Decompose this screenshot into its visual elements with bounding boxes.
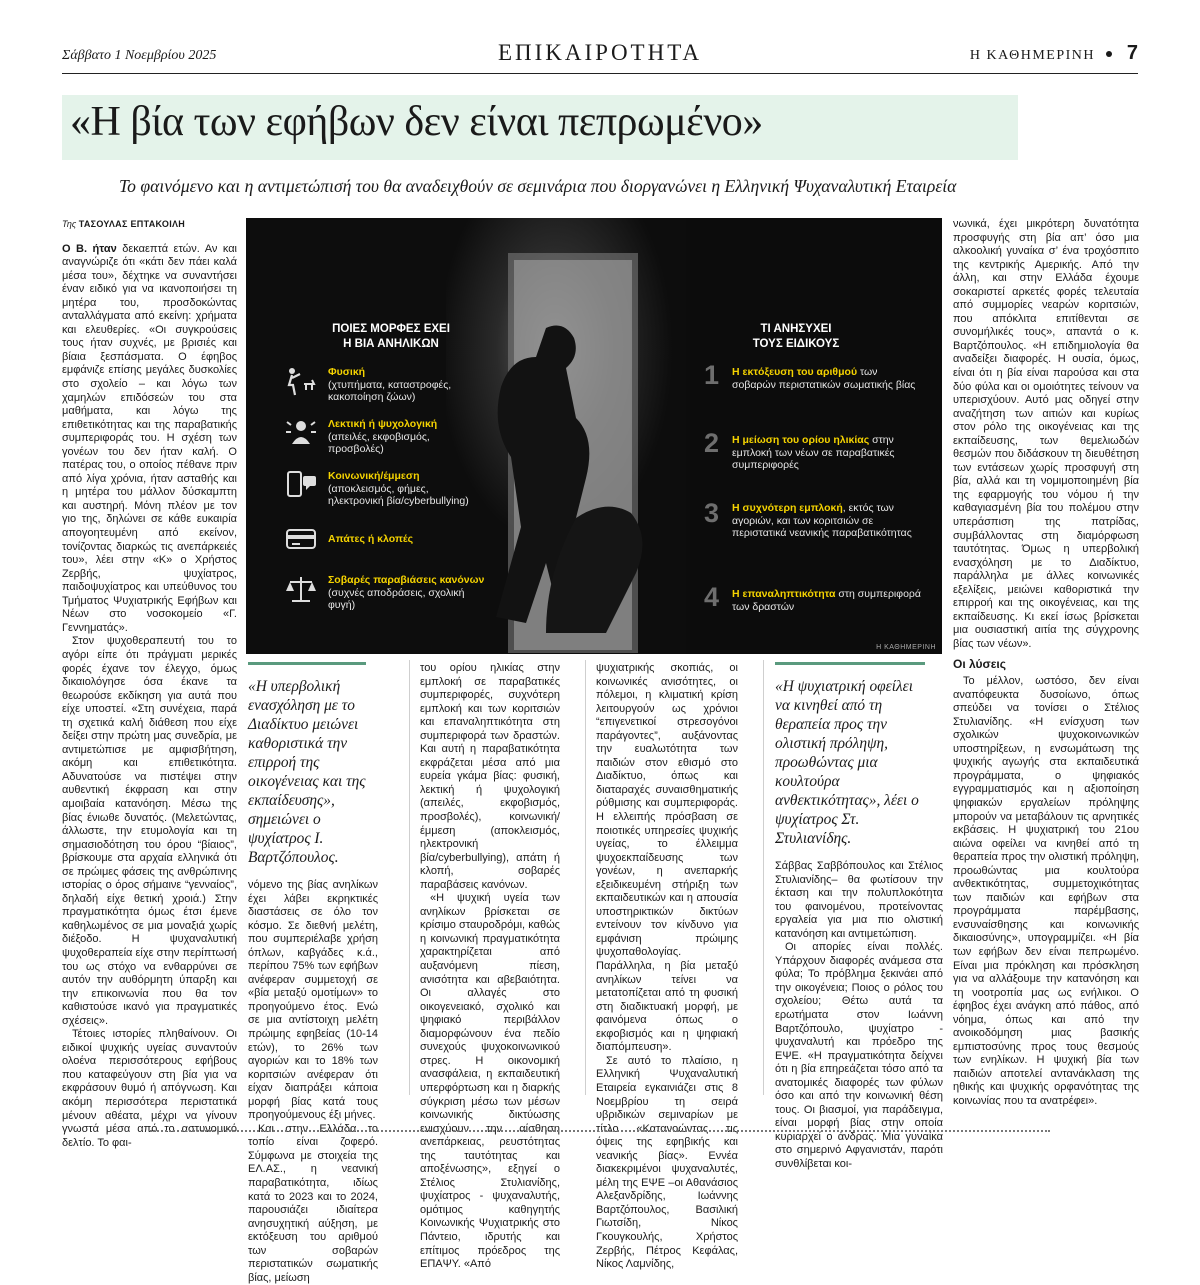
article-paragraph: Σε αυτό το πλαίσιο, η Ελληνική Ψυχαναλυτική Εταιρεία εγκαινιάζει στις 8 Νοεμβρίου τη σειρά υβριδικών σεμιναρίων με τίτλο «Κατανοώντας τις όψεις της εφηβικής και νεανικής βίας». Εννέα διακεκριμένοι ψυχαναλυτές, μέλη της ΕΨΕ –οι Αθανάσιος Αλεξανδρίδης, Ιωάννης Βαρτζόπουλος, Βασιλική Γιωτσίδη, Νίκος Γκουγκουλής, Χρήστος Ζερβής, Πέτρος Κεφάλας, Νίκος Λαμνίδης, bbox=[596, 1054, 738, 1271]
concern-item: Η εκτόξευση του αριθμού των σοβαρών περιστατικών σωματικής βίας bbox=[732, 366, 916, 391]
article-column-6 bbox=[953, 218, 1139, 1107]
header-bullet bbox=[1106, 51, 1112, 57]
concerns-title: ΤΙ ΑΝΗΣΥΧΕΙ ΤΟΥΣ ΕΙΔΙΚΟΥΣ bbox=[752, 323, 840, 350]
page-footer-rule bbox=[150, 1130, 1050, 1132]
pull-quote: «Η ψυχιατρική οφείλει να κινηθεί από τη θεραπεία προς την ολιστική πρόληψη, προωθώντας μια κουλτούρα ανθεκτικότητας», λέει ο ψυχίατρος Στ. Στυλιανίδης. bbox=[775, 662, 925, 848]
article-column-2 bbox=[248, 662, 378, 1284]
form-item: Κοινωνική/έμμεση (αποκλεισμός, φήμες, ηλεκτρονική βία/cyberbullying) bbox=[328, 470, 469, 507]
cyberbullying-icon bbox=[284, 470, 318, 500]
form-item: Λεκτική ή ψυχολογική (απειλές, εκφοβισμός, προσβολές) bbox=[328, 418, 438, 455]
concern-number: 2 bbox=[704, 428, 720, 458]
article-paragraph: νωνικά, έχει μικρότερη δυνατότητα προσφυγής στη βία απ’ όσο μια αλκοολική γυναίκα σ’ ένα τροχόσπιτο της κεντρικής Αμερικής. Από την άλλη, και στην Ελλάδα έχουμε σοκαριστεί αρκετές φορές τελευταία από συμμορίες νεαρών κοριτσιών, που απόκλιτα επιτίθενται σε συνομήλικές τους», απαντά ο κ. Βαρτζόπουλος. «Η επιδημιολογία θα αναδείξει διαφορές. Η ουσία, όμως, είναι ότι η βία είναι παρούσα και στα δύο φύλα και οι ομοιότητες τείνουν να υπερισχύουν. Αυτό μας οδηγεί στην αναζήτηση των αιτιών και κυρίως στον ρόλο της οικογένειας και της εκπαίδευσης, των θεμελιωδών θεσμών που διδάσκουν τη διευθέτηση των εντάσεων χωρίς προσφυγή στη βία, αλλά και τη νομιμοποιημένη βία της εφαρμογής του νόμου ή την καθαγιασμένη βία του πολέμου στην υπεράσπιση της πατρίδας, συμβάλλοντας στη διαμόρφωση ταυτότητας. Όμως η υπερβολική ενασχόληση με το Διαδίκτυο, παράλληλα με άλλες κοινωνικές εξελίξεις, μειώνει καθοριστικά την επιρροή και της οικογένειας, και της εκπαίδευσης. Κι εκεί ίσως βρίσκεται μια ουσιαστική αιτία της σύγχρονης βίας των νέων». bbox=[953, 218, 1139, 650]
forms-title: ΠΟΙΕΣ ΜΟΡΦΕΣ ΕΧΕΙ Η ΒΙΑ ΑΝΗΛΙΚΩΝ bbox=[332, 323, 450, 350]
byline-author: ΤΑΣΟΥΛΑΣ ΕΠΤΑΚΟΙΛΗ bbox=[78, 219, 186, 229]
column-divider bbox=[409, 660, 410, 1095]
verbal-abuse-icon bbox=[284, 418, 318, 448]
section-title: ΕΠΙΚΑΙΡΟΤΗΤΑ bbox=[497, 40, 703, 65]
concern-item: Η συχνότερη εμπλοκή, εκτός των αγοριών, και των κοριτσιών σε περιστατικά νεανικής παραβατικότητας bbox=[732, 502, 912, 539]
article-paragraph: Σάββας Σαββόπουλος και Στέλιος Στυλιανίδης– θα φωτίσουν την έκταση και την πολυπλοκότητα του φαινομένου, προτείνοντας εργαλεία για μια πιο ολιστική κατανόηση και αντιμετώπιση. bbox=[775, 860, 943, 940]
article-headline: «Η βία των εφήβων δεν είναι πεπρωμένο» bbox=[70, 99, 763, 145]
form-item: Φυσική (χτυπήματα, καταστροφές, κακοποίηση ζώων) bbox=[328, 366, 452, 403]
concern-number: 3 bbox=[704, 498, 720, 528]
concern-item: Η επαναληπτικότητα στη συμπεριφορά των δραστών bbox=[732, 588, 921, 613]
form-item: Απάτες ή κλοπές bbox=[328, 533, 414, 545]
header-rule bbox=[62, 73, 1138, 74]
article-subtitle: Το φαινόμενο και η αντιμετώπισή του θα αναδειχθούν σε σεμινάρια που διοργανώνει η Ελληνική Ψυχαναλυτική Εταιρεία bbox=[119, 176, 957, 196]
article-paragraph: Στον ψυχοθεραπευτή του το αγόρι είπε ότι πράγματι μερικές φορές έχανε τον έλεγχο, όμως δικαιολόγησε όσα έκανε τα θεωρούσε εκδίκηση για αυτά που είχε υποστεί. «Στη συνέχεια, παρά τη σχετικά καλή διάθεση που είχε δείξει στην πρώτη μας συνεδρία, με αντιμετώπισε με αμφισβήτηση, ακόμη και επιθετικότητα. Αδυνατούσε να πιστέψει στην αυθεντική έκφραση και στην αμοιβαία κατανόηση. Μέσω της βίας ένιωθε δυνατός. (Μελετώντας, άλλωστε, την ετυμολογία και τη σημασιοδότηση του όρου “βίαιος”, βρίσκουμε στα αρχαία ελληνικά ότι σε πρώιμες φάσεις της ανθρώπινης ιστορίας ο όρος σήμαινε “γενναίος”, δηλαδή είχε θετική χροιά.) Στην πραγματικότητα όμως έτσι έμενε καθηλωμένος σε μια μοναξιά χωρίς διέξοδο. Η ψυχαναλυτική ψυχοθεραπεία είχε στην περίπτωσή του ως στόχο να ενθαρρύνει σε αυτόν την αυθόρμητη ύπαρξη και την επικοινωνία που θα τον καθιστούσε ικανό για πραγματικές σχέσεις». bbox=[62, 635, 237, 1027]
concern-number: 1 bbox=[704, 360, 720, 390]
article-column-3 bbox=[420, 662, 560, 1271]
article-paragraph: Το μέλλον, ωστόσο, δεν είναι αναπόφευκτα δυσοίωνο, όπως σπεύδει να τονίσει ο Στέλιος Στυλιανίδης. «Η ενίσχυση των σχολικών ψυχοκοινωνικών υποστηρίξεων, η ενσωμάτωση της ψυχικής αγωγής στα εκπαιδευτικά προγράμματα, ο ψηφιακός εγγραμματισμός και η αξιοποίηση ψηφιακών εργαλείων πρόληψης μπορούν να μεταβάλουν τις αρνητικές εκβάσεις. Η ψυχιατρική του 21ου αιώνα οφείλει να κινηθεί από τη θεραπεία προς την ολιστική πρόληψη, προωθώντας μια κουλτούρα ανθεκτικότητας, συμμετοχικότητας των παιδιών και εφήβων στα προγράμματα παρέμβασης, ενσυναίσθησης και κοινωνικής δικαιοσύνης», υπογραμμίζει. «Η βία των εφήβων δεν είναι πεπρωμένο. Είναι μια πρόκληση και πρόσκληση για να αλλάξουμε την κατανόηση και τη νοοτροπία μας ως ενήλικοι. Ο έφηβος έχει ανάγκη από πάθος, από νόημα, όπως και από την ανοικοδόμηση μιας βασικής εμπιστοσύνης προς τους θεσμούς των ενηλίκων. Η ψυχική βία των παιδιών αποτελεί αντανάκλαση της ηθικής και ψυχικής ορφανότητας της κοινωνίας που τα ανατρέφει». bbox=[953, 675, 1139, 1107]
article-paragraph: Και στην Ελλάδα το τοπίο είναι ζοφερό. Σύμφωνα με στοιχεία της ΕΛ.ΑΣ., η νεανική παραβατικότητα, ιδίως κατά το 2023 και το 2024, παρουσιάζει ιδιαίτερα ανησυχητική αύξηση, με εκτόξευση του αριθμού των σοβαρών περιστατικών σωματικής βίας, μείωση bbox=[248, 1122, 378, 1284]
concern-item: Η μείωση του ορίου ηλικίας στην εμπλοκή των νέων σε παραβατικές συμπεριφορές bbox=[732, 434, 895, 471]
form-item: Σοβαρές παραβιάσεις κανόνων (συχνές αποδράσεις, σχολική φυγή) bbox=[328, 574, 485, 611]
subheading: Οι λύσεις bbox=[953, 656, 1006, 671]
newspaper-name: Η ΚΑΘΗΜΕΡΙΝΗ bbox=[969, 48, 1095, 63]
article-paragraph: Οι απορίες είναι πολλές. Υπάρχουν διαφορές ανάμεσα στα φύλα; Το πρόβλημα ξεκινάει από την οικογένεια; Ποιος ο ρόλος του σχολείου; Θέτω αυτά τα ερωτήματα στον Ιωάννη Βαρτζόπουλο, ψυχίατρο - ψυχαναλυτή και πρόεδρο της ΕΨΕ. «Η πραγματικότητα δείχνει ότι η βία επηρεάζεται τόσο από τα ανατομικές διαφορές των φύλων όσο και από την κοινωνική θέση τους. Οι βιασμοί, για παράδειγμα, είναι μορφή βίας στην οποία κυριαρχεί ο άνδρας. Μια γυναίκα στο σημερινό Αφγανιστάν, παρότι συνθλίβεται κοι- bbox=[775, 941, 943, 1171]
article-paragraph: «Η ψυχική υγεία των ανηλίκων βρίσκεται σε κρίσιμο σταυροδρόμι, καθώς η κοινωνική πραγματικότητα χαρακτηρίζεται από αυξανόμενη πίεση, ανισότητα και αβεβαιότητα. Οι αλλαγές στο οικογενειακό, σχολικό και ψηφιακό περιβάλλον διαμορφώνουν ένα πεδίο συνεχούς ψυχοκοινωνικού στρες. Η οικονομική ανασφάλεια, η εκπαιδευτική υπερφόρτωση και η διαρκής σύγκριση μέσω των μέσων κοινωνικής δικτύωσης ενισχύουν την αίσθηση ανεπάρκειας, ρευστότητας της ταυτότητας και αποξένωσης», εξηγεί ο Στέλιος Στυλιανίδης, ψυχίατρος - ψυχαναλυτής, ομότιμος καθηγητής Κοινωνικής Ψυχιατρικής στο Πάντειο, ιδρυτής και επίτιμος πρόεδρος της ΕΠΑΨΥ. «Από bbox=[420, 892, 560, 1271]
article-paragraph: ψυχιατρικής σκοπιάς, οι κοινωνικές ανισότητες, οι πόλεμοι, η κλιματική κρίση λειτουργούν ως χρόνιοι “επιγενετικοί στρεσογόνοι παράγοντες”, αυξάνοντας την ευαλωτότητα των παιδιών στον εθισμό στο Διαδίκτυο, όπως και διαταραχές συναισθηματικής ρύθμισης και συμπεριφοράς. Η ελλειπής πρόσβαση σε ποιοτικές υπηρεσίες ψυχικής υγείας, το έλλειμμα ψυχοεκπαίδευσης των γονέων, η ανεπαρκής εξειδικευμένη στήριξη των εκπαιδευτικών και η απουσία υποστηρικτικών δικτύων εντείνουν τον κίνδυνο για εμφάνιση πρώιμης ψυχοπαθολογίας. Παράλληλα, η βία μεταξύ ανηλίκων τείνει να μετατοπίζεται από τη φυσική στη διαδικτυακή μορφή, με φαινόμενα όπως ο εκφοβισμός και η ψηφιακή διαπόμπευση». bbox=[596, 662, 738, 1054]
article-paragraph: Τέτοιες ιστορίες πληθαίνουν. Οι ειδικοί ψυχικής υγείας συναντούν ολοένα περισσότερους εφήβους που καταφεύγουν στη βία για να εκφράσουν θυμό ή απόγνωση. Και ακόμη περισσότερα περιστατικά μένουν αθέατα, μέχρι να γίνουν γνωστά μέσα από το αστυνομικό δελτίο. Το φαι- bbox=[62, 1028, 237, 1149]
physical-violence-icon bbox=[284, 366, 318, 396]
lead-in: Ο Β. ήταν bbox=[62, 242, 117, 255]
fraud-theft-icon bbox=[284, 524, 318, 554]
infographic bbox=[246, 218, 942, 654]
rules-violation-icon bbox=[284, 574, 318, 604]
pull-quote: «Η υπερβολική ενασχόληση με το Διαδίκτυο μειώνει καθοριστικά την επιρροή της οικογένειας και της εκπαίδευσης», σημειώνει ο ψυχίατρος Ι. Βαρτζόπουλος. bbox=[248, 662, 366, 867]
byline: Της ΤΑΣΟΥΛΑΣ ΕΠΤΑΚΟΙΛΗ bbox=[62, 219, 186, 229]
issue-date: Σάββατο 1 Νοεμβρίου 2025 bbox=[62, 48, 217, 63]
article-paragraph: του ορίου ηλικίας στην εμπλοκή σε παραβατικές συμπεριφορές, συχνότερη εμπλοκή και των κοριτσιών και επαναληπτικότητα στη συμπεριφορά των δραστών. Και αυτή η παραβατικότητα εκφράζεται μέσα από μια ευρεία γκάμα βίας: φυσική, λεκτική ή ψυχολογική (απειλές, εκφοβισμός, προσβολές), κοινωνική/έμμεση (αποκλεισμός, ηλεκτρονική βία/cyberbullying), απάτη ή κλοπή, σοβαρές παραβάσεις κανόνων. bbox=[420, 662, 560, 891]
graphic-credit: Η ΚΑΘΗΜΕΡΙΝΗ bbox=[876, 644, 936, 651]
concern-number: 4 bbox=[704, 582, 720, 612]
article-column-4 bbox=[596, 662, 738, 1271]
article-paragraph: Ο Β. ήταν δεκαεπτά ετών. Αν και αναγνώριζε ότι «κάτι δεν πάει καλά μέσα του», δέχτηκε να συναντήσει έναν ειδικό για να ικανοποιήσει τη μητέρα του, προσδοκώντας ανταλλάγματα από εκείνη: χρήματα και ελευθερίες. «Οι συγκρούσεις τους ήταν συχνές, με βρισιές και βίαια ξεσπάσματα. Ο έφηβος εμφάνιζε επίσης μεγάλες δυσκολίες στο σχολείο – και λόγω των χαμηλών επιδόσεών του στα μαθήματα, και λόγω της επιθετικότητας και της παραβατικής συμπεριφοράς του. Η σχέση των γονέων του δεν ήταν καλή. Ο πατέρας του, ο οποίος πέθανε πριν από λίγα χρόνια, ήταν ασταθής και η μητέρα του μάλλον δύσκαμπτη και αυστηρή. Μόνη πλέον με τον γιο της, δηλώνει σε κάθε ευκαιρία απογοητευμένη από εκείνον, τονίζοντας διαρκώς τις ανεπάρκειές του», λέει στην «Κ» ο Χρήστος Ζερβής, ψυχίατρος, παιδοψυχίατρος και υπεύθυνος του Τμήματος Ψυχιατρικής Εφήβων και Νέων στο νοσοκομείο «Γ. Γεννηματάς». bbox=[62, 242, 237, 634]
column-divider bbox=[585, 660, 586, 1095]
article-paragraph: νόμενο της βίας ανηλίκων έχει λάβει εκρηκτικές διαστάσεις σε όλο τον κόσμο. Σε διεθνή μελέτη, που συμπεριέλαβε χρήση όπλων, καβγάδες κ.ά., περίπου 75% των εφήβων ανέφεραν συμμετοχή σε «βία μεταξύ ομοτίμων» το προηγούμενο έτος. Ενώ σε μια αντίστοιχη μελέτη πρώιμης εφηβείας (10-14 ετών), το 26% των αγοριών και το 18% των κοριτσιών ανέφεραν ότι είχαν διαπράξει κάποια μορφή βίας κατά τους προηγούμενους έξι μήνες. bbox=[248, 879, 378, 1122]
article-column-5 bbox=[775, 662, 943, 1171]
page-number: 7 bbox=[1126, 42, 1138, 64]
article-column-1 bbox=[62, 218, 237, 1149]
column-divider bbox=[763, 660, 764, 1095]
